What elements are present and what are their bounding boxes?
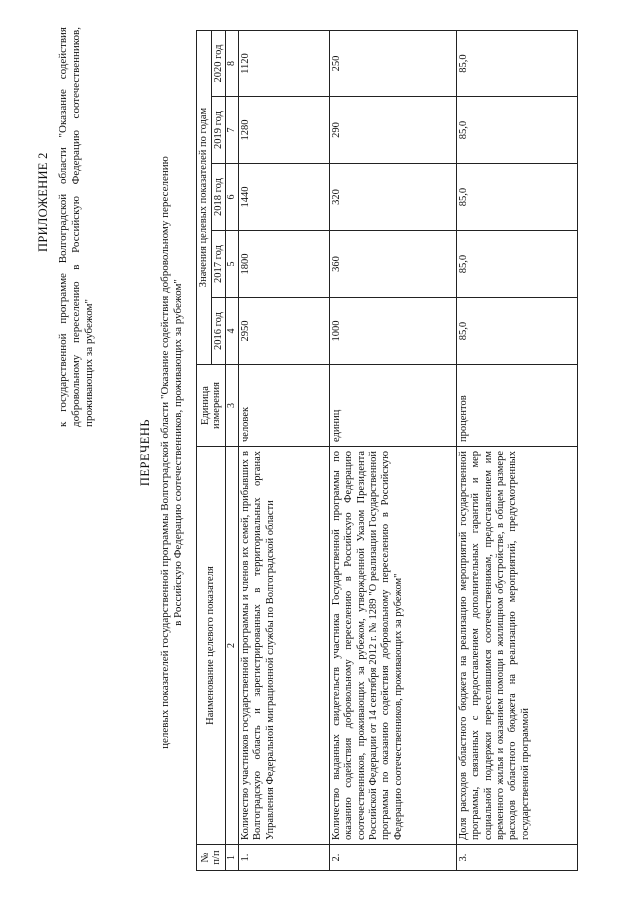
row-value: 1120 bbox=[238, 31, 329, 97]
row-value: 85,0 bbox=[456, 31, 577, 97]
appendix-block bbox=[36, 27, 96, 427]
row-unit: человек bbox=[238, 365, 329, 447]
index-cell: 4 bbox=[226, 298, 239, 365]
row-value: 85,0 bbox=[456, 231, 577, 298]
header-values-group: Значения целевых показателей по годам bbox=[197, 31, 212, 365]
row-indicator-name: Количество выданных свидетельств участника Государственной программы по оказанию содействия добровольному переселению в Российскую Федерацию соотечественников, проживающих за рубежом, утвержденной Указом Президента Российской Федерации от 14 сентября 2012 г. № 1289 "О реализации Государственной программы по оказанию содействия добровольному переселению в Российскую Федерацию соотечественников, проживающих за рубежом" bbox=[329, 447, 456, 845]
row-unit: единиц bbox=[329, 365, 456, 447]
header-name: Наименование целевого показателя bbox=[197, 447, 226, 845]
table-row bbox=[329, 31, 456, 871]
row-value: 85,0 bbox=[456, 298, 577, 365]
header-year: 2016 год bbox=[211, 298, 226, 365]
index-cell: 1 bbox=[226, 845, 239, 871]
index-row bbox=[226, 31, 239, 871]
index-cell: 6 bbox=[226, 164, 239, 231]
row-value: 1800 bbox=[238, 231, 329, 298]
indicators-table bbox=[196, 30, 578, 871]
row-value: 1000 bbox=[329, 298, 456, 365]
list-title bbox=[138, 0, 185, 905]
row-value: 250 bbox=[329, 31, 456, 97]
row-value: 290 bbox=[329, 97, 456, 164]
row-num: 2. bbox=[329, 845, 456, 871]
row-indicator-name: Количество участников государственной программы и членов их семей, прибывших в Волгоградскую область и зарегистрированных в территориальных органах Управления Федеральной миграционной службы по Волгоградской области bbox=[238, 447, 329, 845]
row-value: 1440 bbox=[238, 164, 329, 231]
header-year: 2019 год bbox=[211, 97, 226, 164]
index-cell: 7 bbox=[226, 97, 239, 164]
table-row bbox=[238, 31, 329, 871]
row-num: 1. bbox=[238, 845, 329, 871]
title-line-2: в Российскую Федерацию соотечественников, проживающих за рубежом" bbox=[171, 279, 184, 626]
row-value: 320 bbox=[329, 164, 456, 231]
row-value: 85,0 bbox=[456, 97, 577, 164]
row-value: 360 bbox=[329, 231, 456, 298]
appendix-text: к государственной программе Волгоградской области "Оказание содействия добровольному переселению в Российскую Федерацию соотечественников, проживающих за рубежом" bbox=[56, 27, 96, 427]
index-cell: 2 bbox=[226, 447, 239, 845]
header-year: 2017 год bbox=[211, 231, 226, 298]
table-row bbox=[456, 31, 577, 871]
row-value: 1280 bbox=[238, 97, 329, 164]
row-value: 85,0 bbox=[456, 164, 577, 231]
title-line-1: целевых показателей государственной программы Волгоградской области "Оказание содействия добровольному переселению bbox=[158, 156, 171, 749]
header-year: 2018 год bbox=[211, 164, 226, 231]
index-cell: 5 bbox=[226, 231, 239, 298]
row-num: 3. bbox=[456, 845, 577, 871]
row-unit: процентов bbox=[456, 365, 577, 447]
header-unit: Единица измерения bbox=[197, 365, 226, 447]
index-cell: 8 bbox=[226, 31, 239, 97]
header-year: 2020 год bbox=[211, 31, 226, 97]
header-row bbox=[197, 31, 212, 871]
row-indicator-name: Доля расходов областного бюджета на реализацию мероприятий государственной программы, связанных с предоставлением дополнительных гарантий и мер социальной поддержки переселившимся соотечественникам, предоставлением им временного жилья и оказанием помощи в жилищном обустройстве, в общем размере расходов областного бюджета на реализацию мероприятий, предусмотренных государственной программой bbox=[456, 447, 577, 845]
title-heading: ПЕРЕЧЕНЬ bbox=[138, 418, 152, 487]
index-cell: 3 bbox=[226, 365, 239, 447]
appendix-heading: ПРИЛОЖЕНИЕ 2 bbox=[36, 152, 50, 252]
row-value: 2950 bbox=[238, 298, 329, 365]
header-num: № п/п bbox=[197, 845, 226, 871]
